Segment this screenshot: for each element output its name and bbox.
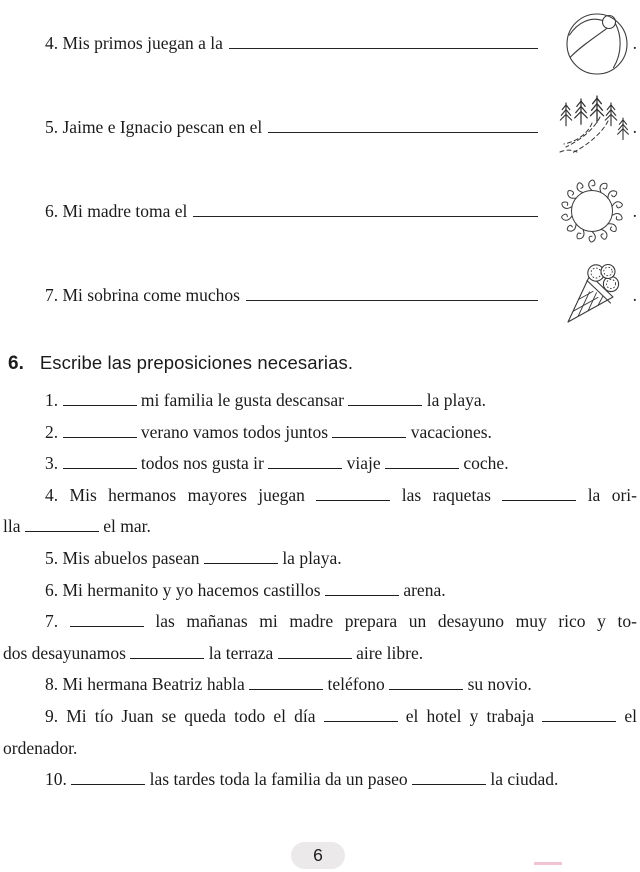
answer-blank — [385, 455, 459, 469]
exercise-item — [3, 543, 637, 575]
exercise-line: 8. Mi hermana Beatriz habla teléfono su novio. — [45, 674, 532, 695]
sentence-text: 4. Mis primos juegan a la — [45, 33, 223, 53]
sentence — [45, 285, 550, 306]
answer-blank — [130, 645, 204, 659]
sentence-text: 7. Mi sobrina come muchos — [45, 285, 240, 305]
answer-blank — [268, 118, 538, 133]
sentence-period: . — [632, 285, 637, 305]
answer-blank — [71, 771, 145, 785]
beach-ball-icon — [564, 9, 632, 77]
answer-blank — [324, 708, 398, 722]
exercise-item — [3, 417, 637, 449]
answer-blank — [325, 582, 399, 596]
exercise-line: ordenador. — [3, 737, 78, 758]
prepositions-exercise-section — [3, 352, 637, 796]
exercise-header — [3, 352, 637, 375]
answer-blank — [63, 424, 137, 438]
answer-blank — [316, 487, 390, 501]
exercise-instruction: Escribe las preposiciones necesarias. — [39, 352, 354, 373]
answer-blank — [204, 550, 278, 564]
page-number-badge — [291, 842, 345, 869]
answer-blank — [70, 613, 144, 627]
answer-blank — [389, 676, 463, 690]
exercise-line: dos desayunamos la terraza aire libre. — [3, 642, 424, 663]
pink-mark — [534, 862, 562, 865]
exercise-item — [3, 669, 637, 701]
exercise-line: 4. Mis hermanos mayores juegan las raquetas la ori- — [45, 484, 637, 505]
page-number: 6 — [313, 845, 323, 865]
answer-blank — [412, 771, 486, 785]
exercise-line: 9. Mi tío Juan se queda todo el día el hotel y trabaja el — [45, 705, 637, 726]
answer-blank — [348, 392, 422, 406]
sentence-period: . — [632, 201, 637, 221]
exercise-item — [3, 606, 637, 669]
sentence — [45, 117, 550, 138]
picture-item — [45, 256, 637, 334]
answer-blank — [229, 34, 538, 49]
exercise-item — [3, 385, 637, 417]
picture-item — [45, 4, 637, 82]
forest-river-icon — [556, 91, 634, 163]
exercise-line: 7. las mañanas mi madre prepara un desayuno muy rico y to- — [45, 611, 637, 632]
exercise-item — [3, 764, 637, 796]
exercise-number: 6. — [8, 353, 24, 374]
picture-item — [45, 88, 637, 166]
sentence-text: 5. Jaime e Ignacio pescan en el — [45, 117, 263, 137]
answer-blank — [542, 708, 616, 722]
exercise-line: 10. las tardes toda la familia da un paseo la ciudad. — [45, 769, 559, 790]
answer-blank — [332, 424, 406, 438]
exercise-line: 2. verano vamos todos juntos vacaciones. — [45, 421, 492, 442]
answer-blank — [278, 645, 352, 659]
answer-blank — [249, 676, 323, 690]
exercise-line: 5. Mis abuelos pasean la playa. — [45, 547, 342, 568]
answer-blank — [25, 518, 99, 532]
exercise-item-list — [3, 385, 637, 796]
exercise-line: 3. todos nos gusta ir viaje coche. — [45, 453, 509, 474]
exercise-line: lla el mar. — [3, 516, 151, 537]
sentence-period: . — [632, 33, 637, 53]
answer-blank — [246, 286, 538, 301]
sentence — [45, 33, 550, 54]
answer-blank — [193, 202, 538, 217]
answer-blank — [502, 487, 576, 501]
exercise-item — [3, 448, 637, 480]
sentence-period: . — [632, 117, 637, 137]
exercise-line: 1. mi familia le gusta descansar la playa. — [45, 390, 487, 410]
sentence — [45, 201, 550, 222]
sentence-text: 6. Mi madre toma el — [45, 201, 188, 221]
ice-cream-icon — [562, 262, 624, 328]
answer-blank — [63, 455, 137, 469]
exercise-item — [3, 575, 637, 607]
exercise-item — [3, 480, 637, 543]
exercise-item — [3, 701, 637, 764]
picture-exercise-section — [45, 0, 637, 345]
answer-blank — [63, 392, 137, 406]
sun-icon — [552, 175, 632, 247]
picture-item — [45, 172, 637, 250]
answer-blank — [268, 455, 342, 469]
exercise-line: 6. Mi hermanito y yo hacemos castillos arena. — [45, 579, 446, 600]
